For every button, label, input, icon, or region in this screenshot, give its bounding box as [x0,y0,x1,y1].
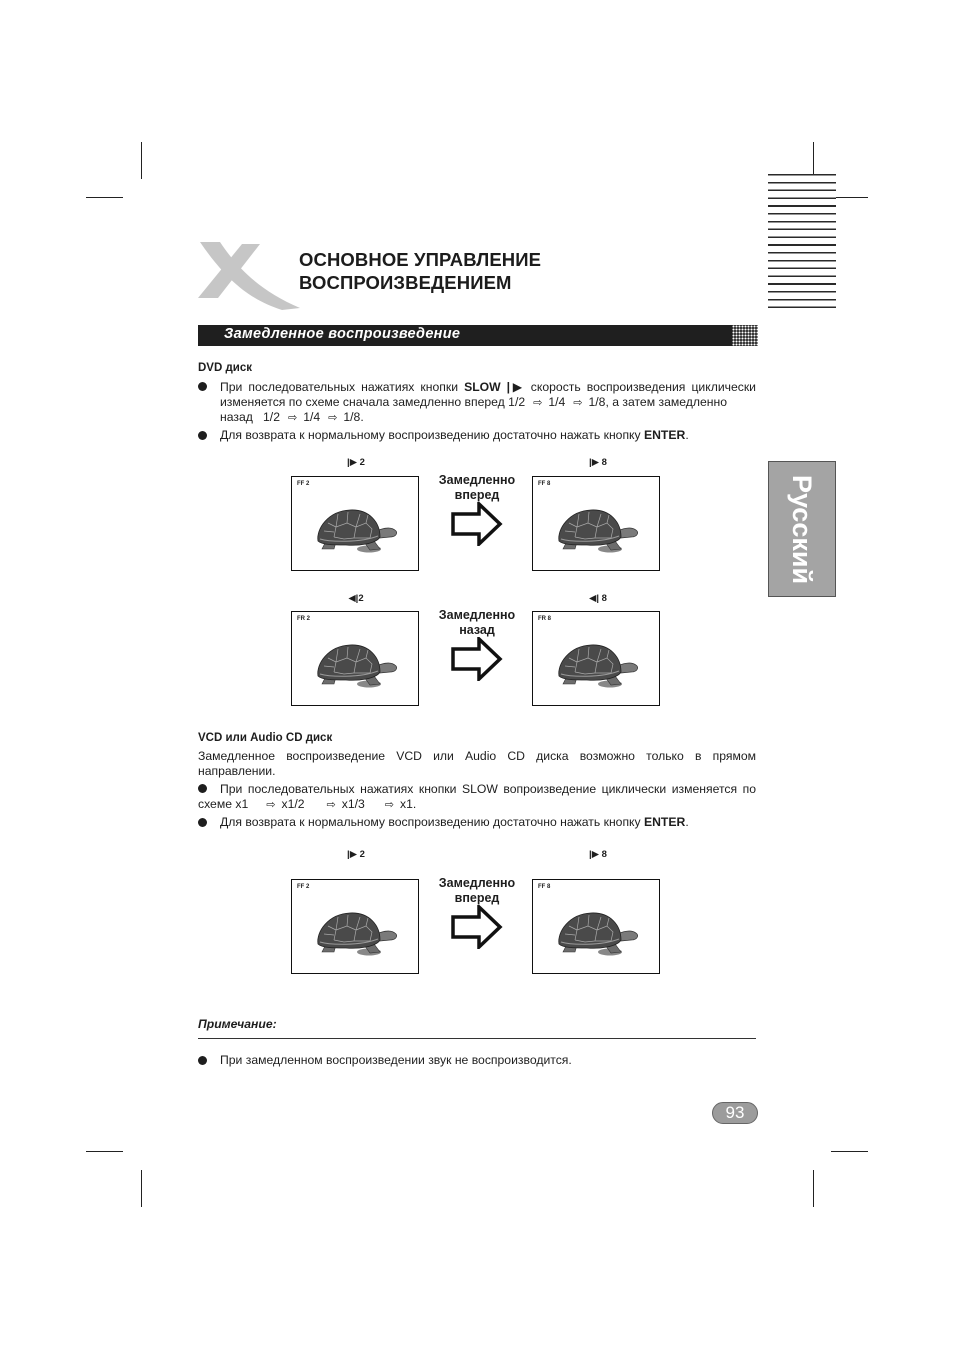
turtle-icon [314,640,400,688]
figure-label: |▶ 8 [589,849,607,860]
figure-caption-line1: Замедленно [438,473,516,487]
crop-mark [141,142,142,179]
dvd-bullet-1-rest: скорость воспроизведения циклически [524,380,756,394]
dot-pattern-decoration [732,325,758,346]
figure-caption [429,876,525,906]
osd-label: FF 2 [297,481,310,487]
dvd-speed-value: 1/4 [548,394,566,409]
screen-frame [532,879,660,974]
vcd-bullet-1-line1: При последовательных нажатиях кнопки SLOW вопроизведение циклически изменяется по [220,782,756,796]
screen-frame [532,611,660,706]
crop-mark [813,1170,814,1207]
vcd-bullet-1 [198,782,756,812]
page-title-line2: ВОСПРОИЗВЕДЕНИЕМ [299,272,512,293]
big-arrow-right-icon [451,502,503,546]
slow-button-label: SLOW |▶ [464,380,525,394]
crop-mark [86,197,123,198]
vcd-intro [198,749,756,778]
turtle-icon [314,908,400,956]
dvd-bullet-2-suffix: . [685,428,689,442]
section-title: Замедленное воспроизведение [224,326,461,342]
dvd-bullet-1-line2: изменяется по схеме сначала замедленно вперед 1/2 [220,394,526,409]
arrow-right-icon: ⇨ [287,412,298,425]
page-number: 93 [712,1102,758,1124]
crop-mark [86,1151,123,1152]
vcd-bullet-2-suffix: . [685,815,689,829]
figure-caption-line2: вперед [454,891,500,905]
brand-logo-icon [196,240,304,312]
figure-caption-line1: Замедленно [438,876,516,890]
arrow-right-icon: ⇨ [328,412,338,425]
vcd-bullet-2-text: Для возврата к нормальному воспроизведению достаточно нажать кнопку [220,815,644,829]
osd-label: FR 8 [538,616,552,622]
dvd-bullet-1-prefix: При последовательных нажатиях кнопки [220,380,465,394]
note-label: Примечание: [198,1017,277,1031]
screen-frame [291,611,419,706]
arrow-right-icon: ⇨ [533,396,543,409]
figure-label: |▶ 2 [347,457,365,468]
stripe-decoration [768,174,836,314]
bullet-icon [198,1056,207,1065]
vcd-heading: VCD или Audio CD диск [198,732,333,744]
vcd-speed-value: x1. [400,796,417,811]
vcd-bullet-2 [220,815,689,830]
figure-caption-line2: назад [459,623,495,637]
vcd-speed-value: x1/2 [281,796,305,811]
bullet-icon [198,431,207,440]
screen-frame [291,476,419,571]
arrow-right-icon: ⇨ [384,798,394,811]
crop-mark [141,1170,142,1207]
dvd-bullet-2 [220,428,689,443]
arrow-right-icon: ⇨ [573,396,583,409]
dvd-speed-value: 1/2 [263,410,280,425]
turtle-icon [555,908,641,956]
dvd-heading: DVD диск [198,362,252,374]
osd-label: FF 8 [538,884,551,890]
figure-label: |▶ 8 [589,457,607,468]
figure-caption [429,473,525,503]
vcd-speed-value: x1/3 [341,796,365,811]
dvd-bullet-1 [220,380,756,426]
screen-frame [291,879,419,974]
turtle-icon [555,505,641,553]
dvd-bullet-1-line3: назад [220,410,253,425]
dvd-speed-value: 1/4 [303,410,321,425]
arrow-right-icon: ⇨ [326,798,336,811]
section-header-bar [198,325,758,346]
vcd-intro-line1: Замедленное воспроизведение VCD или Audio CD диска возможно только в прямом [198,749,756,763]
figure-label: ◀|2 [348,593,364,604]
divider [198,1038,756,1039]
figure-caption-line1: Замедленно [438,608,516,622]
turtle-icon [555,640,641,688]
big-arrow-right-icon [451,905,503,949]
big-arrow-right-icon [451,637,503,681]
vcd-bullet-1-line2: схеме x1 [198,796,249,811]
enter-button-label: ENTER [644,815,686,829]
bullet-icon [198,818,207,827]
bullet-icon [198,382,207,391]
figure-label: |▶ 2 [347,849,365,860]
dvd-speed-value: 1/8. [343,410,364,425]
page-title [299,248,541,294]
osd-label: FF 8 [538,481,551,487]
figure-caption [429,608,525,638]
osd-label: FF 2 [297,884,310,890]
page-title-line1: ОСНОВНОЕ УПРАВЛЕНИЕ [299,249,542,270]
turtle-icon [314,505,400,553]
enter-button-label: ENTER [644,428,686,442]
vcd-intro-line2: направлении. [198,763,276,778]
language-tab [768,461,836,597]
osd-label: FR 2 [297,616,311,622]
crop-mark [831,197,868,198]
figure-caption-line2: вперед [454,488,500,502]
screen-frame [532,476,660,571]
figure-label: ◀| 8 [589,593,607,604]
language-tab-label: Русский [787,474,818,584]
crop-mark [831,1151,868,1152]
note-text: При замедленном воспроизведении звук не воспроизводится. [220,1053,572,1067]
arrow-right-icon: ⇨ [266,798,276,811]
dvd-bullet-2-text: Для возврата к нормальному воспроизведению достаточно нажать кнопку [220,428,644,442]
dvd-speed-value: 1/8, а затем замедленно [588,394,727,409]
